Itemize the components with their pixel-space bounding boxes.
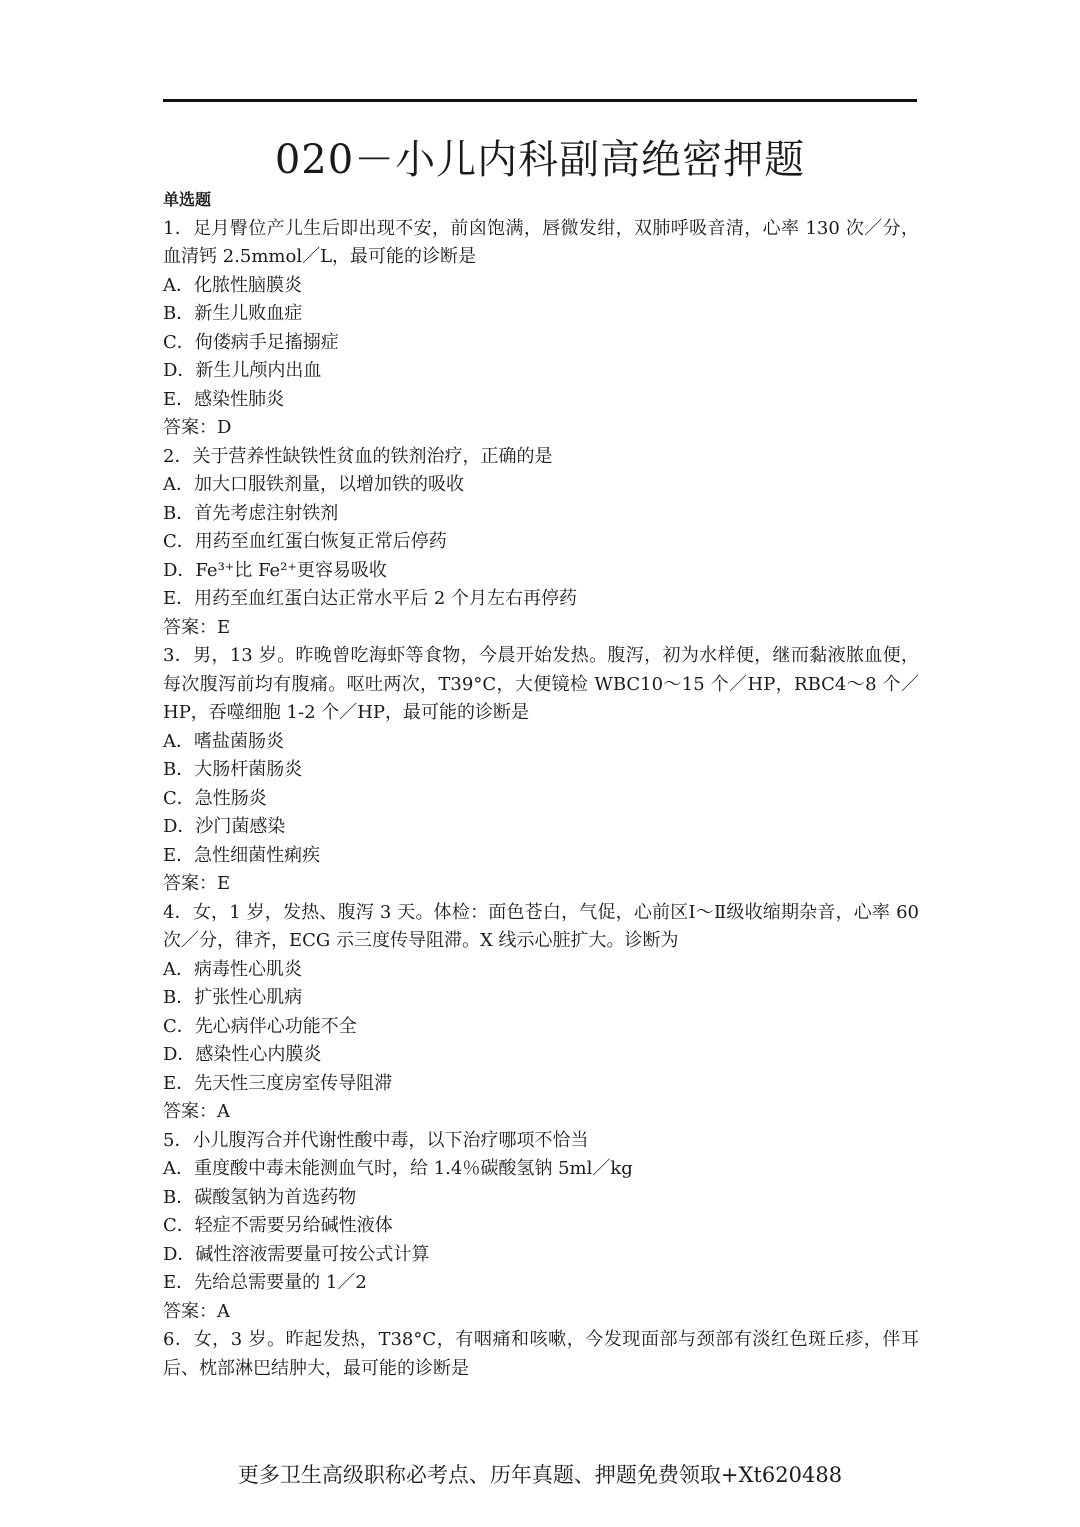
option-b: B．扩张性心肌病 bbox=[163, 987, 303, 1008]
option-d: D．感染性心内膜炎 bbox=[163, 1044, 322, 1065]
question-stem: 2．关于营养性缺铁性贫血的铁剂治疗，正确的是 bbox=[163, 445, 553, 467]
option-c: C．用药至血红蛋白恢复正常后停药 bbox=[163, 531, 447, 552]
option-a: A．加大口服铁剂量，以增加铁的吸收 bbox=[163, 474, 464, 495]
answer: 答案：E bbox=[163, 616, 231, 638]
question-stem: 1．足月臀位产儿生后即出现不安，前囟饱满，唇微发绀，双肺呼吸音清，心率 130 次／分，血清钙 2.5mmol／L，最可能的诊断是 bbox=[163, 217, 919, 267]
option-a: A．重度酸中毒未能测血气时，给 1.4％碳酸氢钠 5ml／kg bbox=[163, 1158, 633, 1179]
answer: 答案：D bbox=[163, 417, 232, 438]
question-stem: 5．小儿腹泻合并代谢性酸中毒，以下治疗哪项不恰当 bbox=[163, 1129, 589, 1151]
option-a: A．病毒性心肌炎 bbox=[163, 958, 302, 980]
option-b: B．新生儿败血症 bbox=[163, 303, 303, 324]
question-2 bbox=[163, 443, 919, 643]
option-e: E．先给总需要量的 1／2 bbox=[163, 1272, 367, 1293]
option-e: E．感染性肺炎 bbox=[163, 388, 285, 410]
option-c: C．先心病伴心功能不全 bbox=[163, 1015, 357, 1037]
answer: 答案：A bbox=[163, 1101, 230, 1122]
option-d: D．沙门菌感染 bbox=[163, 816, 286, 837]
answer: 答案：E bbox=[163, 873, 231, 894]
option-c: C．轻症不需要另给碱性液体 bbox=[163, 1215, 393, 1236]
option-b: B．碳酸氢钠为首选药物 bbox=[163, 1186, 357, 1208]
option-a: A．嗜盐菌肠炎 bbox=[163, 730, 284, 752]
option-e: E．急性细菌性痢疾 bbox=[163, 844, 321, 866]
answer: 答案：A bbox=[163, 1300, 230, 1322]
question-4 bbox=[163, 899, 919, 1127]
option-b: B．首先考虑注射铁剂 bbox=[163, 502, 339, 524]
question-stem: 4．女，1 岁，发热、腹泻 3 天。体检：面色苍白，气促，心前区Ⅰ～Ⅱ级收缩期杂音，心率 60 次／分，律齐，ECG 示三度传导阻滞。X 线示心脏扩大。诊断为 bbox=[163, 901, 919, 951]
question-3 bbox=[163, 642, 919, 899]
option-e: E．先天性三度房室传导阻滞 bbox=[163, 1072, 393, 1094]
header-rule bbox=[163, 99, 917, 102]
section-heading: 单选题 bbox=[163, 190, 212, 209]
question-5 bbox=[163, 1127, 919, 1327]
promo-footer: 更多卫生高级职称必考点、历年真题、押题免费领取+Xt620488 bbox=[237, 1463, 843, 1487]
option-d: D．碱性溶液需要量可按公式计算 bbox=[163, 1243, 430, 1265]
question-6 bbox=[163, 1326, 919, 1383]
option-a: A．化脓性脑膜炎 bbox=[163, 274, 302, 296]
option-c: C．佝偻病手足搐搦症 bbox=[163, 331, 339, 353]
question-1 bbox=[163, 215, 919, 443]
option-c: C．急性肠炎 bbox=[163, 787, 267, 809]
option-b: B．大肠杆菌肠炎 bbox=[163, 759, 303, 780]
question-stem: 3．男，13 岁。昨晚曾吃海虾等食物，今晨开始发热。腹泻，初为水样便，继而黏液脓血便，每次腹泻前均有腹痛。呕吐两次，T39°C，大便镜检 WBC10～15 个／HP，RBC4～8 个／HP，吞噬细胞 1-2 个／HP，最可能的诊断是 bbox=[163, 645, 919, 723]
option-d: D．新生儿颅内出血 bbox=[163, 360, 322, 381]
option-e: E．用药至血红蛋白达正常水平后 2 个月左右再停药 bbox=[163, 588, 578, 609]
document-body bbox=[163, 186, 919, 1383]
option-d: D．Fe³⁺比 Fe²⁺更容易吸收 bbox=[163, 559, 387, 581]
question-stem: 6．女，3 岁。昨起发热，T38°C，有咽痛和咳嗽，今发现面部与颈部有淡红色斑丘疹，伴耳后、枕部淋巴结肿大，最可能的诊断是 bbox=[163, 1329, 919, 1379]
page-title: 020－小儿内科副高绝密押题 bbox=[274, 137, 806, 183]
